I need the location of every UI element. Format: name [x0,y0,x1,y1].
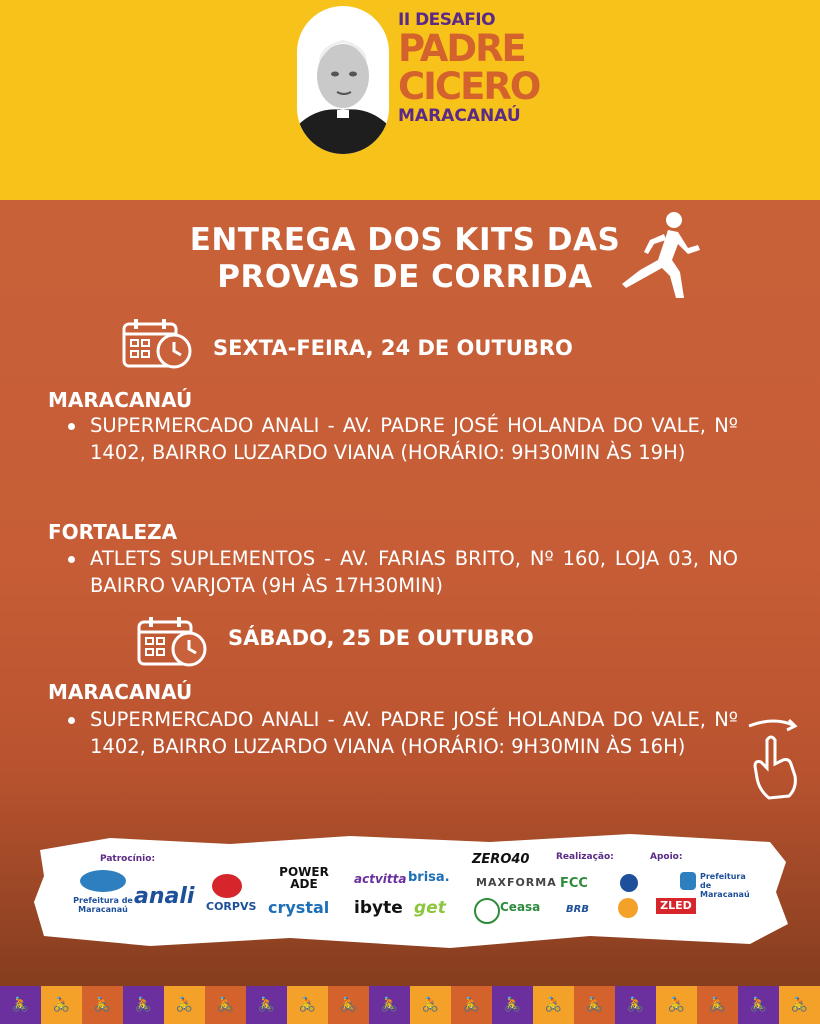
event-logo [398,10,538,126]
sponsor-prefeitura-maracanau: Prefeitura de Maracanaú [73,896,133,914]
ceasa-emblem-icon [474,898,500,924]
sponsor-ceasa: Ceasa [500,900,541,914]
corpvs-emblem-icon [212,874,242,898]
realizacao-label: Realização: [556,852,614,862]
bullet [68,717,75,724]
event-edition: II DESAFIO [398,10,496,30]
cyclist-icon: 🚴 [82,986,123,1024]
cyclist-icon: 🚴 [697,986,738,1024]
header-torn-edge [0,150,820,210]
sponsor-zero40: ZERO40 [472,852,530,867]
cyclist-icon: 🚴 [779,986,820,1024]
sponsor-corpvs: CORPVS [206,900,257,913]
bullet [68,423,75,430]
sponsor-get: get [414,898,446,918]
event-name-line2: CICERO [398,65,540,108]
bullet [68,556,75,563]
sponsor-anali: anali [134,884,195,909]
day2-location-1 [68,706,738,760]
runner-icon [618,210,704,306]
day1-location-2 [68,545,738,599]
calendar-clock-icon [122,318,194,370]
day1-date: SEXTA-FEIRA, 24 DE OUTUBRO [213,336,573,360]
tap-hand-icon [745,716,805,802]
cyclist-icon: 🚴 [533,986,574,1024]
main-title-line2: PROVAS DE CORRIDA [217,259,593,295]
cyclist-icon: 🚴 [123,986,164,1024]
sponsor-actvitta: actvitta [354,872,407,886]
cyclist-icon: 🚴 [574,986,615,1024]
sponsor-maxforma: MAXFORMA [476,876,557,889]
event-city: MARACANAÚ [398,106,521,126]
sponsor-zled: ZLED [656,898,696,914]
realizacao-emblem-2-icon [618,898,638,918]
sponsor-crystal: crystal [268,898,330,917]
cyclist-icon: 🚴 [656,986,697,1024]
cyclist-icon: 🚴 [410,986,451,1024]
cyclist-icon: 🚴 [328,986,369,1024]
prefeitura-crest-2-icon [680,872,696,890]
main-title [180,222,630,296]
day2-date: SÁBADO, 25 DE OUTUBRO [228,626,534,650]
sponsor-fcc: FCC [560,876,588,891]
cyclist-icon: 🚴 [41,986,82,1024]
cyclist-icon: 🚴 [492,986,533,1024]
cyclist-icon: 🚴 [287,986,328,1024]
sponsor-prefeitura-maracanau-2: Prefeitura de Maracanaú [700,872,750,899]
sponsor-ibyte: ibyte [354,898,403,918]
sponsor-brisa: brisa. [408,870,450,885]
cyclist-icon: 🚴 [369,986,410,1024]
cyclist-icon: 🚴 [451,986,492,1024]
cyclist-icon: 🚴 [164,986,205,1024]
day2-city-1: MARACANAÚ [48,680,193,704]
cyclist-pattern-band [0,986,820,1024]
realizacao-emblem-icon [620,874,638,892]
day2-location-1-text: SUPERMERCADO ANALI - AV. PADRE JOSÉ HOLANDA DO VALE, Nº 1402, BAIRRO LUZARDO VIANA (HORÁRIO: 9H30MIN ÀS 16H) [90,708,738,758]
cyclist-icon: 🚴 [738,986,779,1024]
calendar-clock-icon [137,616,209,668]
cyclist-icon: 🚴 [246,986,287,1024]
day1-location-1-text: SUPERMERCADO ANALI - AV. PADRE JOSÉ HOLANDA DO VALE, Nº 1402, BAIRRO LUZARDO VIANA (HORÁRIO: 9H30MIN ÀS 19H) [90,414,738,464]
main-title-line1: ENTREGA DOS KITS DAS [189,222,621,258]
day1-city-1: MARACANAÚ [48,388,193,412]
prefeitura-crest-icon [80,870,126,892]
sponsor-brb: BRB [566,904,589,915]
event-name-line1: PADRE [398,27,525,70]
day1-location-2-text: ATLETS SUPLEMENTOS - AV. FARIAS BRITO, Nº 160, LOJA 03, NO BAIRRO VARJOTA (9H ÀS 17H30MIN) [90,547,738,597]
cyclist-icon: 🚴 [0,986,41,1024]
cyclist-icon: 🚴 [205,986,246,1024]
patrocinio-label: Patrocínio: [100,854,156,864]
sponsor-powerade: POWER ADE [279,865,329,891]
day1-city-2: FORTALEZA [48,520,178,544]
cyclist-icon: 🚴 [615,986,656,1024]
day1-location-1 [68,412,738,466]
apoio-label: Apoio: [650,852,683,862]
padre-cicero-portrait [297,6,389,154]
